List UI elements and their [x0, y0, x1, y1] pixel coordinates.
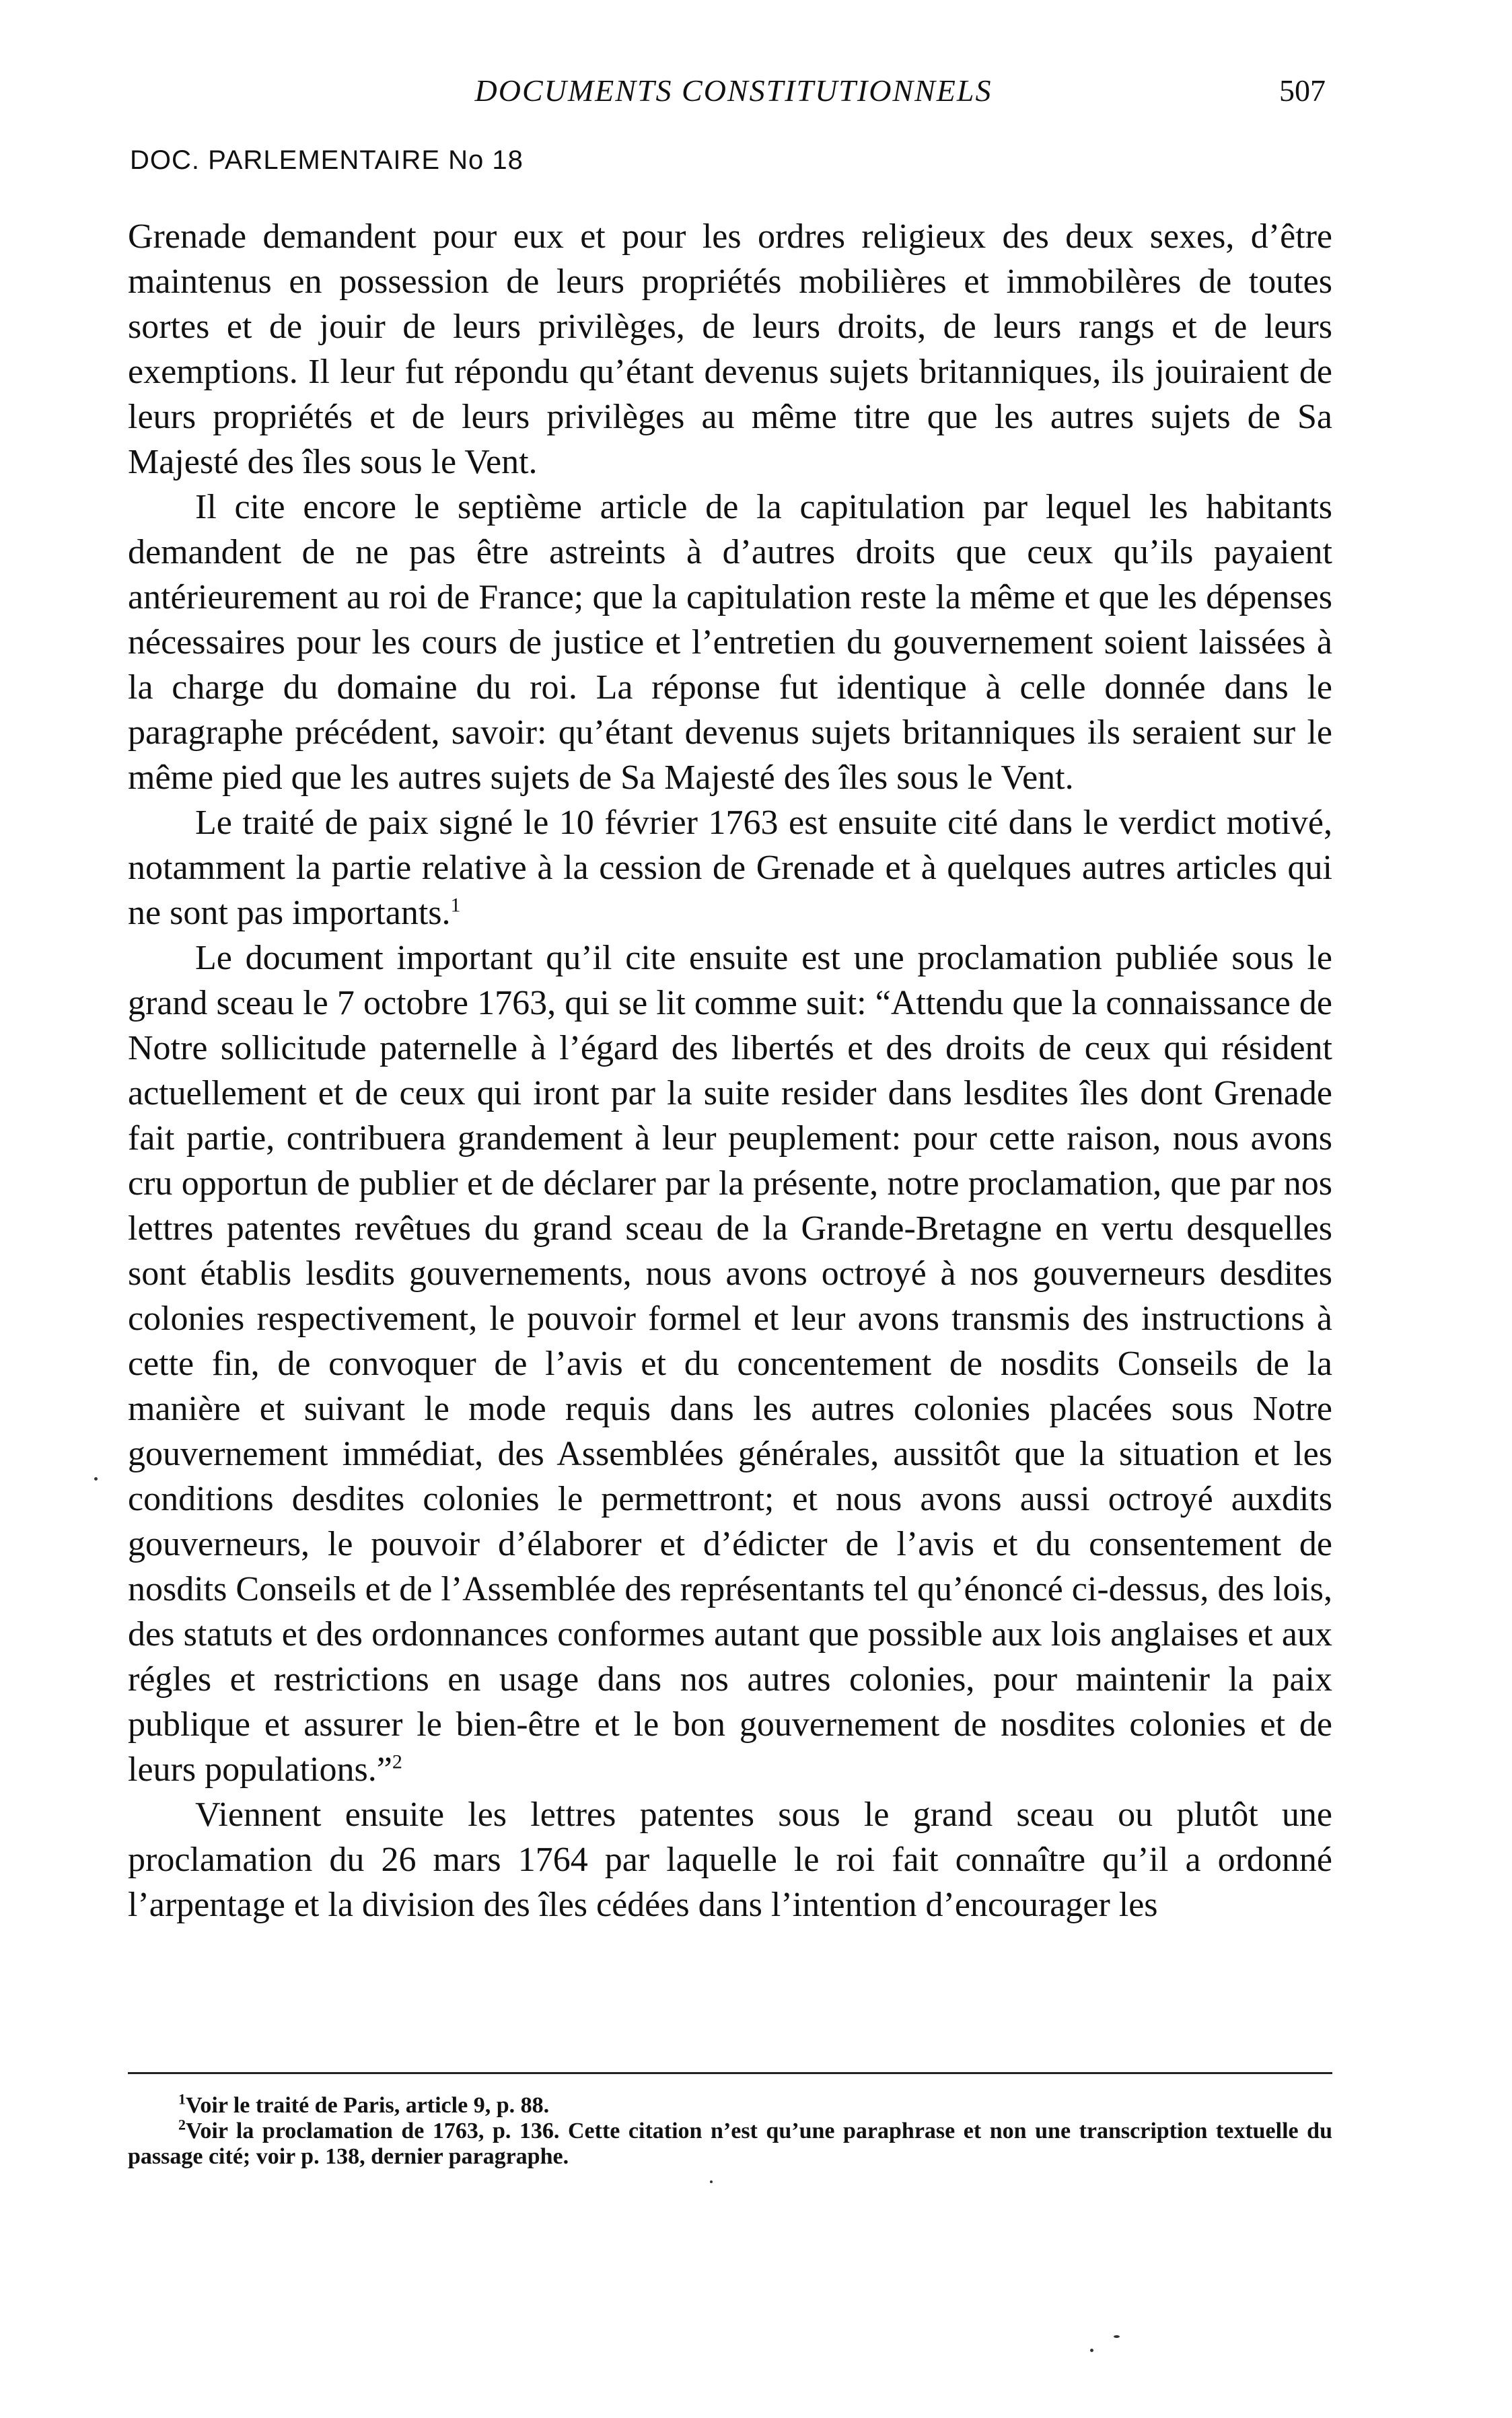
footnote-1-marker: 1	[178, 2090, 186, 2108]
paragraph-5-text: Viennent ensuite les lettres patentes sous le grand sceau ou plutôt une proclamation du 26 mars 1764 par laquelle le roi fait connaître qu’il a ordonné l’arpentage et la division des îles cédées dans l’intention d’encourager les	[128, 1795, 1332, 1924]
footnotes	[128, 2090, 1332, 2170]
paragraph-4	[128, 935, 1332, 1792]
footnote-rule	[128, 2072, 1332, 2074]
footnote-ref-1: 1	[450, 894, 461, 917]
running-head	[0, 73, 1512, 127]
running-title: DOCUMENTS CONSTITUTIONNELS	[474, 73, 993, 108]
scan-speck	[1114, 2335, 1120, 2338]
footnote-2-text: Voir la proclamation de 1763, p. 136. Cette citation n’est qu’une paraphrase et non une transcription textuelle du passage cité; voir p. 138, dernier paragraphe.	[128, 2119, 1332, 2169]
paragraph-4-text: Le document important qu’il cite ensuite est une proclamation publiée sous le grand sceau le 7 octobre 1763, qui se lit comme suit: “Attendu que la connaissance de Notre sollicitude paternelle à l’égard des libertés et des droits de ceux qui résident actuellement et de ceux qui iront par la suite resider dans lesdites îles dont Grenade fait partie, contribuera grandement à leur peuplement: pour cette raison, nous avons cru opportun de publier et de déclarer par la présente, notre proclamation, que par nos lettres patentes revêtues du grand sceau de la Grande-Bretagne en vertu desquelles sont établis lesdits gouvernements, nous avons octroyé à nos gouverneurs desdites colonies respectivement, le pouvoir formel et leur avons transmis des instructions à cette fin, de convoquer de l’avis et du concentement de nosdits Conseils de la manière et suivant le mode requis dans les autres colonies placées sous Notre gouvernement immédiat, des Assemblées générales, aussitôt que la situation et les conditions desdites colonies le permettront; et nous avons aussi octroyé auxdits gouverneurs, le pouvoir d’élaborer et d’édicter de l’avis et du consentement de nosdits Conseils et de l’Assemblée des représentants tel qu’énoncé ci-dessus, des lois, des statuts et des ordonnances conformes autant que possible aux lois anglaises et aux régles et restrictions en usage dans nos autres colonies, pour maintenir la paix publique et assurer le bien-être et le bon gouvernement de nosdites colonies et de leurs populations.”	[128, 939, 1332, 1789]
paragraph-3	[128, 800, 1332, 935]
footnote-1	[128, 2090, 1332, 2119]
scan-speck	[94, 1477, 98, 1481]
paragraph-1	[128, 214, 1332, 485]
footnote-2	[128, 2116, 1332, 2170]
scan-speck	[1090, 2349, 1093, 2352]
footnote-ref-2: 2	[392, 1750, 402, 1773]
paragraph-3-text: Le traité de paix signé le 10 février 1763 est ensuite cité dans le verdict motivé, notamment la partie relative à la cession de Grenade et à quelques autres articles qui ne sont pas importants.	[128, 804, 1332, 932]
scan-speck	[710, 2180, 713, 2183]
paragraph-2	[128, 485, 1332, 800]
paragraph-2-text: Il cite encore le septième article de la capitulation par lequel les habitants demandent de ne pas être astreints à d’autres droits que ceux qu’ils payaient antérieurement au roi de France; que la capitulation reste la même et que les dépenses nécessaires pour les cours de justice et l’entretien du gouvernement soient laissées à la charge du domaine du roi. La réponse fut identique à celle donnée dans le paragraphe précédent, savoir: qu’étant devenus sujets britanniques ils seraient sur le même pied que les autres sujets de Sa Majesté des îles sous le Vent.	[128, 488, 1332, 797]
document-label: DOC. PARLEMENTAIRE No 18	[130, 145, 524, 175]
footnote-1-text: Voir le traité de Paris, article 9, p. 88.	[186, 2093, 550, 2118]
paragraph-1-text: Grenade demandent pour eux et pour les ordres religieux des deux sexes, d’être maintenus en possession de leurs propriétés mobilières et immobilères de toutes sortes et de jouir de leurs privilèges, de leurs droits, de leurs rangs et de leurs exemptions. Il leur fut répondu qu’étant devenus sujets britanniques, ils jouiraient de leurs propriétés et de leurs privilèges au même titre que les autres sujets de Sa Majesté des îles sous le Vent.	[128, 217, 1332, 481]
body-text	[128, 214, 1332, 1927]
footnote-2-marker: 2	[178, 2116, 186, 2133]
paragraph-5	[128, 1792, 1332, 1927]
page-number: 507	[1279, 73, 1326, 108]
